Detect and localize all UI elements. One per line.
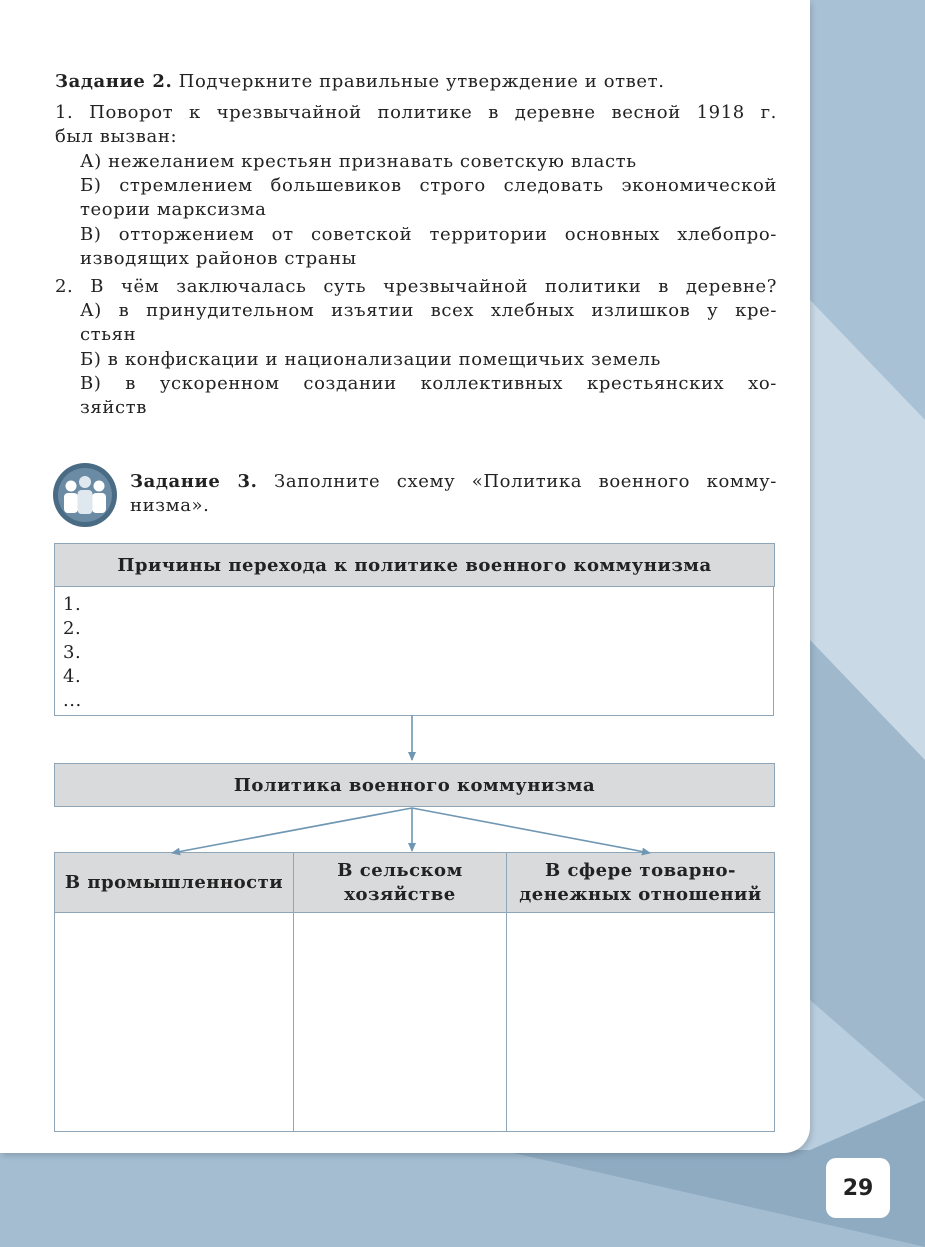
column-trade-label-1: В сфере товарно- (544, 859, 736, 881)
column-agriculture-label-1: В сельском (337, 859, 463, 881)
task2-heading (55, 70, 665, 94)
q2-option-b[interactable]: Б) в конфискации и национализации помещичьих земель (80, 349, 661, 370)
task3-instruction-1: Заполните схему «Политика военного комму- (274, 471, 777, 492)
q2-option-a-line1[interactable]: А) в принудительном изъятии всех хлебных излишков у кре- (80, 300, 777, 321)
reasons-box[interactable] (54, 586, 774, 716)
reasons-item-4: 4. (63, 666, 82, 687)
reasons-item-1: 1. (63, 594, 82, 615)
column-trade-label-2: денежных отношений (519, 883, 762, 905)
task2-instruction: Подчеркните правильные утверждение и ответ. (178, 71, 665, 92)
column-trade-header (506, 852, 775, 913)
task3-title: Задание 3. (130, 471, 258, 492)
task3-instruction-2: низма». (130, 495, 210, 516)
q2-option-c-line1[interactable]: В) в ускоренном создании коллективных крестьянских хо- (80, 373, 777, 394)
q1-option-c-line2[interactable]: изводящих районов страны (80, 248, 357, 269)
column-agriculture-label-2: хозяйстве (344, 883, 456, 905)
column-agriculture-body[interactable] (293, 912, 507, 1132)
column-trade-body[interactable] (506, 912, 775, 1132)
page-number: 29 (826, 1158, 890, 1218)
group-work-icon (52, 462, 118, 528)
q2-option-a-line2[interactable]: стьян (80, 324, 137, 345)
column-agriculture-header (293, 852, 507, 913)
column-industry-body[interactable] (54, 912, 294, 1132)
q1-option-b-line2[interactable]: теории марксизма (80, 199, 267, 220)
q2-line1: 2. В чём заключалась суть чрезвычайной политики в деревне? (55, 276, 777, 297)
task2-title: Задание 2. (55, 71, 173, 92)
q1-line2: был вызван: (55, 126, 178, 147)
reasons-header: Причины перехода к политике военного коммунизма (54, 543, 775, 587)
q1-option-c-line1[interactable]: В) отторжением от советской территории основных хлебопро- (80, 224, 777, 245)
q1-option-a[interactable]: А) нежеланием крестьян признавать советскую власть (80, 151, 637, 172)
column-industry-label: В промышленности (64, 871, 284, 893)
reasons-item-more: ... (63, 690, 82, 711)
policy-header: Политика военного коммунизма (54, 763, 775, 807)
column-industry-header (54, 852, 294, 913)
q1-option-b-line1[interactable]: Б) стремлением большевиков строго следовать экономической (80, 175, 777, 196)
task3-heading-line1 (130, 470, 777, 494)
reasons-item-2: 2. (63, 618, 82, 639)
q2-option-c-line2[interactable]: зяйств (80, 397, 147, 418)
q1-line1: 1. Поворот к чрезвычайной политике в деревне весной 1918 г. (55, 102, 777, 123)
reasons-item-3: 3. (63, 642, 82, 663)
